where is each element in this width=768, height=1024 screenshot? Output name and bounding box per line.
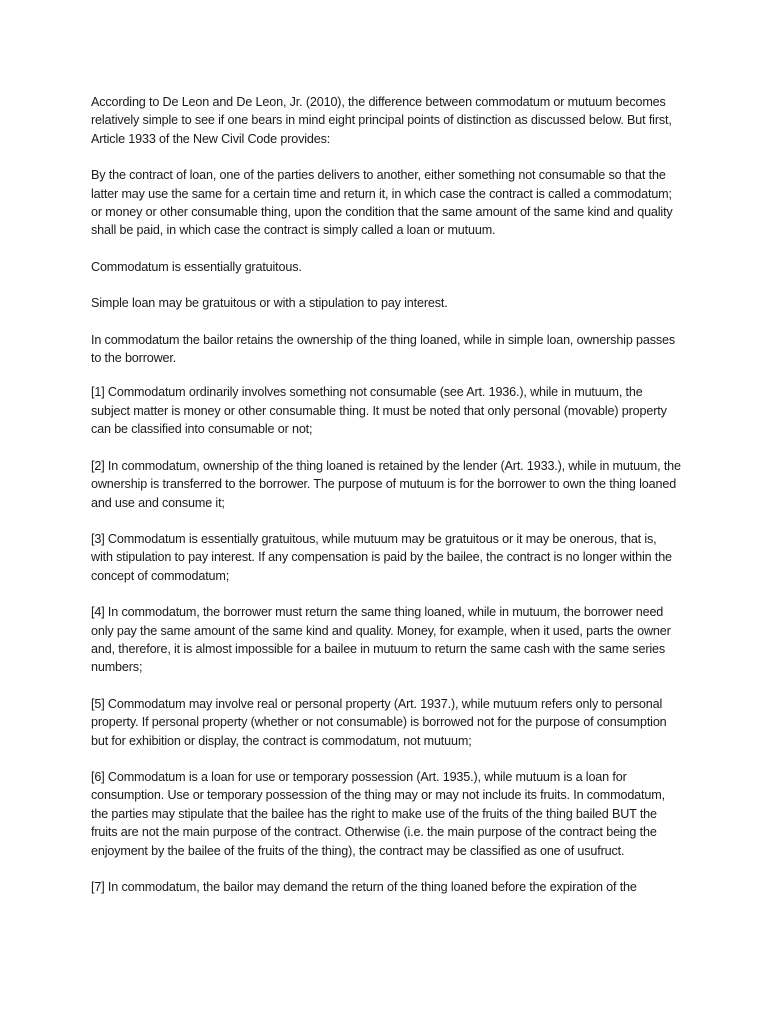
paragraph-point-2: [2] In commodatum, ownership of the thing loaned is retained by the lender (Art. 1933.), while in mutuum, the ownership is transferred to the borrower. The purpose of mutuum is for the borrower to own the thing loaned and use and consume it;: [91, 458, 681, 510]
paragraph-ownership: In commodatum the bailor retains the ownership of the thing loaned, while in simple loan, ownership passes to the borrower.: [91, 332, 676, 366]
paragraph-simple-loan: Simple loan may be gratuitous or with a stipulation to pay interest.: [91, 296, 448, 311]
paragraph-commodatum-gratuitous: Commodatum is essentially gratuitous.: [91, 259, 302, 274]
document-page: [91, 93, 681, 914]
paragraph-article-1933: By the contract of loan, one of the parties delivers to another, either something not consumable so that the latter may use the same for a certain time and return it, in which case the contract is called a commodatum; or money or other consumable thing, upon the condition that the same amount of the same kind and quality shall be paid, in which case the contract is simply called a loan or mutuum.: [91, 168, 673, 238]
paragraph-point-6: [6] Commodatum is a loan for use or temporary possession (Art. 1935.), while mutuum is a loan for consumption. Use or temporary possession of the thing may or may not include its fruits. In commodatum, the parties may stipulate that the bailee has the right to make use of the fruits of the thing bailed BUT the fruits are not the main purpose of the contract. Otherwise (i.e. the main purpose of the contract being the enjoyment by the bailee of the fruits of the thing), the contract may be classified as one of usufruct.: [91, 769, 665, 858]
paragraph-point-7: [7] In commodatum, the bailor may demand the return of the thing loaned before the expiration of the: [91, 880, 637, 894]
paragraph-point-5: [5] Commodatum may involve real or personal property (Art. 1937.), while mutuum refers only to personal property. If personal property (whether or not consumable) is borrowed not for the purpose of consumption but for exhibition or display, the contract is commodatum, not mutuum;: [91, 696, 667, 748]
paragraph-point-4: [4] In commodatum, the borrower must return the same thing loaned, while in mutuum, the borrower need only pay the same amount of the same kind and quality. Money, for example, when it used, parts the owner and, therefore, it is almost impossible for a bailee in mutuum to return the same cash with the same series numbers;: [91, 605, 671, 675]
paragraph-point-3: [3] Commodatum is essentially gratuitous, while mutuum may be gratuitous or it may be onerous, that is, with stipulation to pay interest. If any compensation is paid by the bailee, the contract is no longer within the concept of commodatum;: [91, 531, 672, 583]
paragraph-point-1: [1] Commodatum ordinarily involves something not consumable (see Art. 1936.), while in mutuum, the subject matter is money or other consumable thing. It must be noted that only personal (movable) property can be classified into consumable or not;: [91, 385, 667, 437]
paragraph-intro: According to De Leon and De Leon, Jr. (2010), the difference between commodatum or mutuum becomes relatively simple to see if one bears in mind eight principal points of distinction as discussed below. But first, Article 1933 of the New Civil Code provides:: [91, 95, 672, 146]
